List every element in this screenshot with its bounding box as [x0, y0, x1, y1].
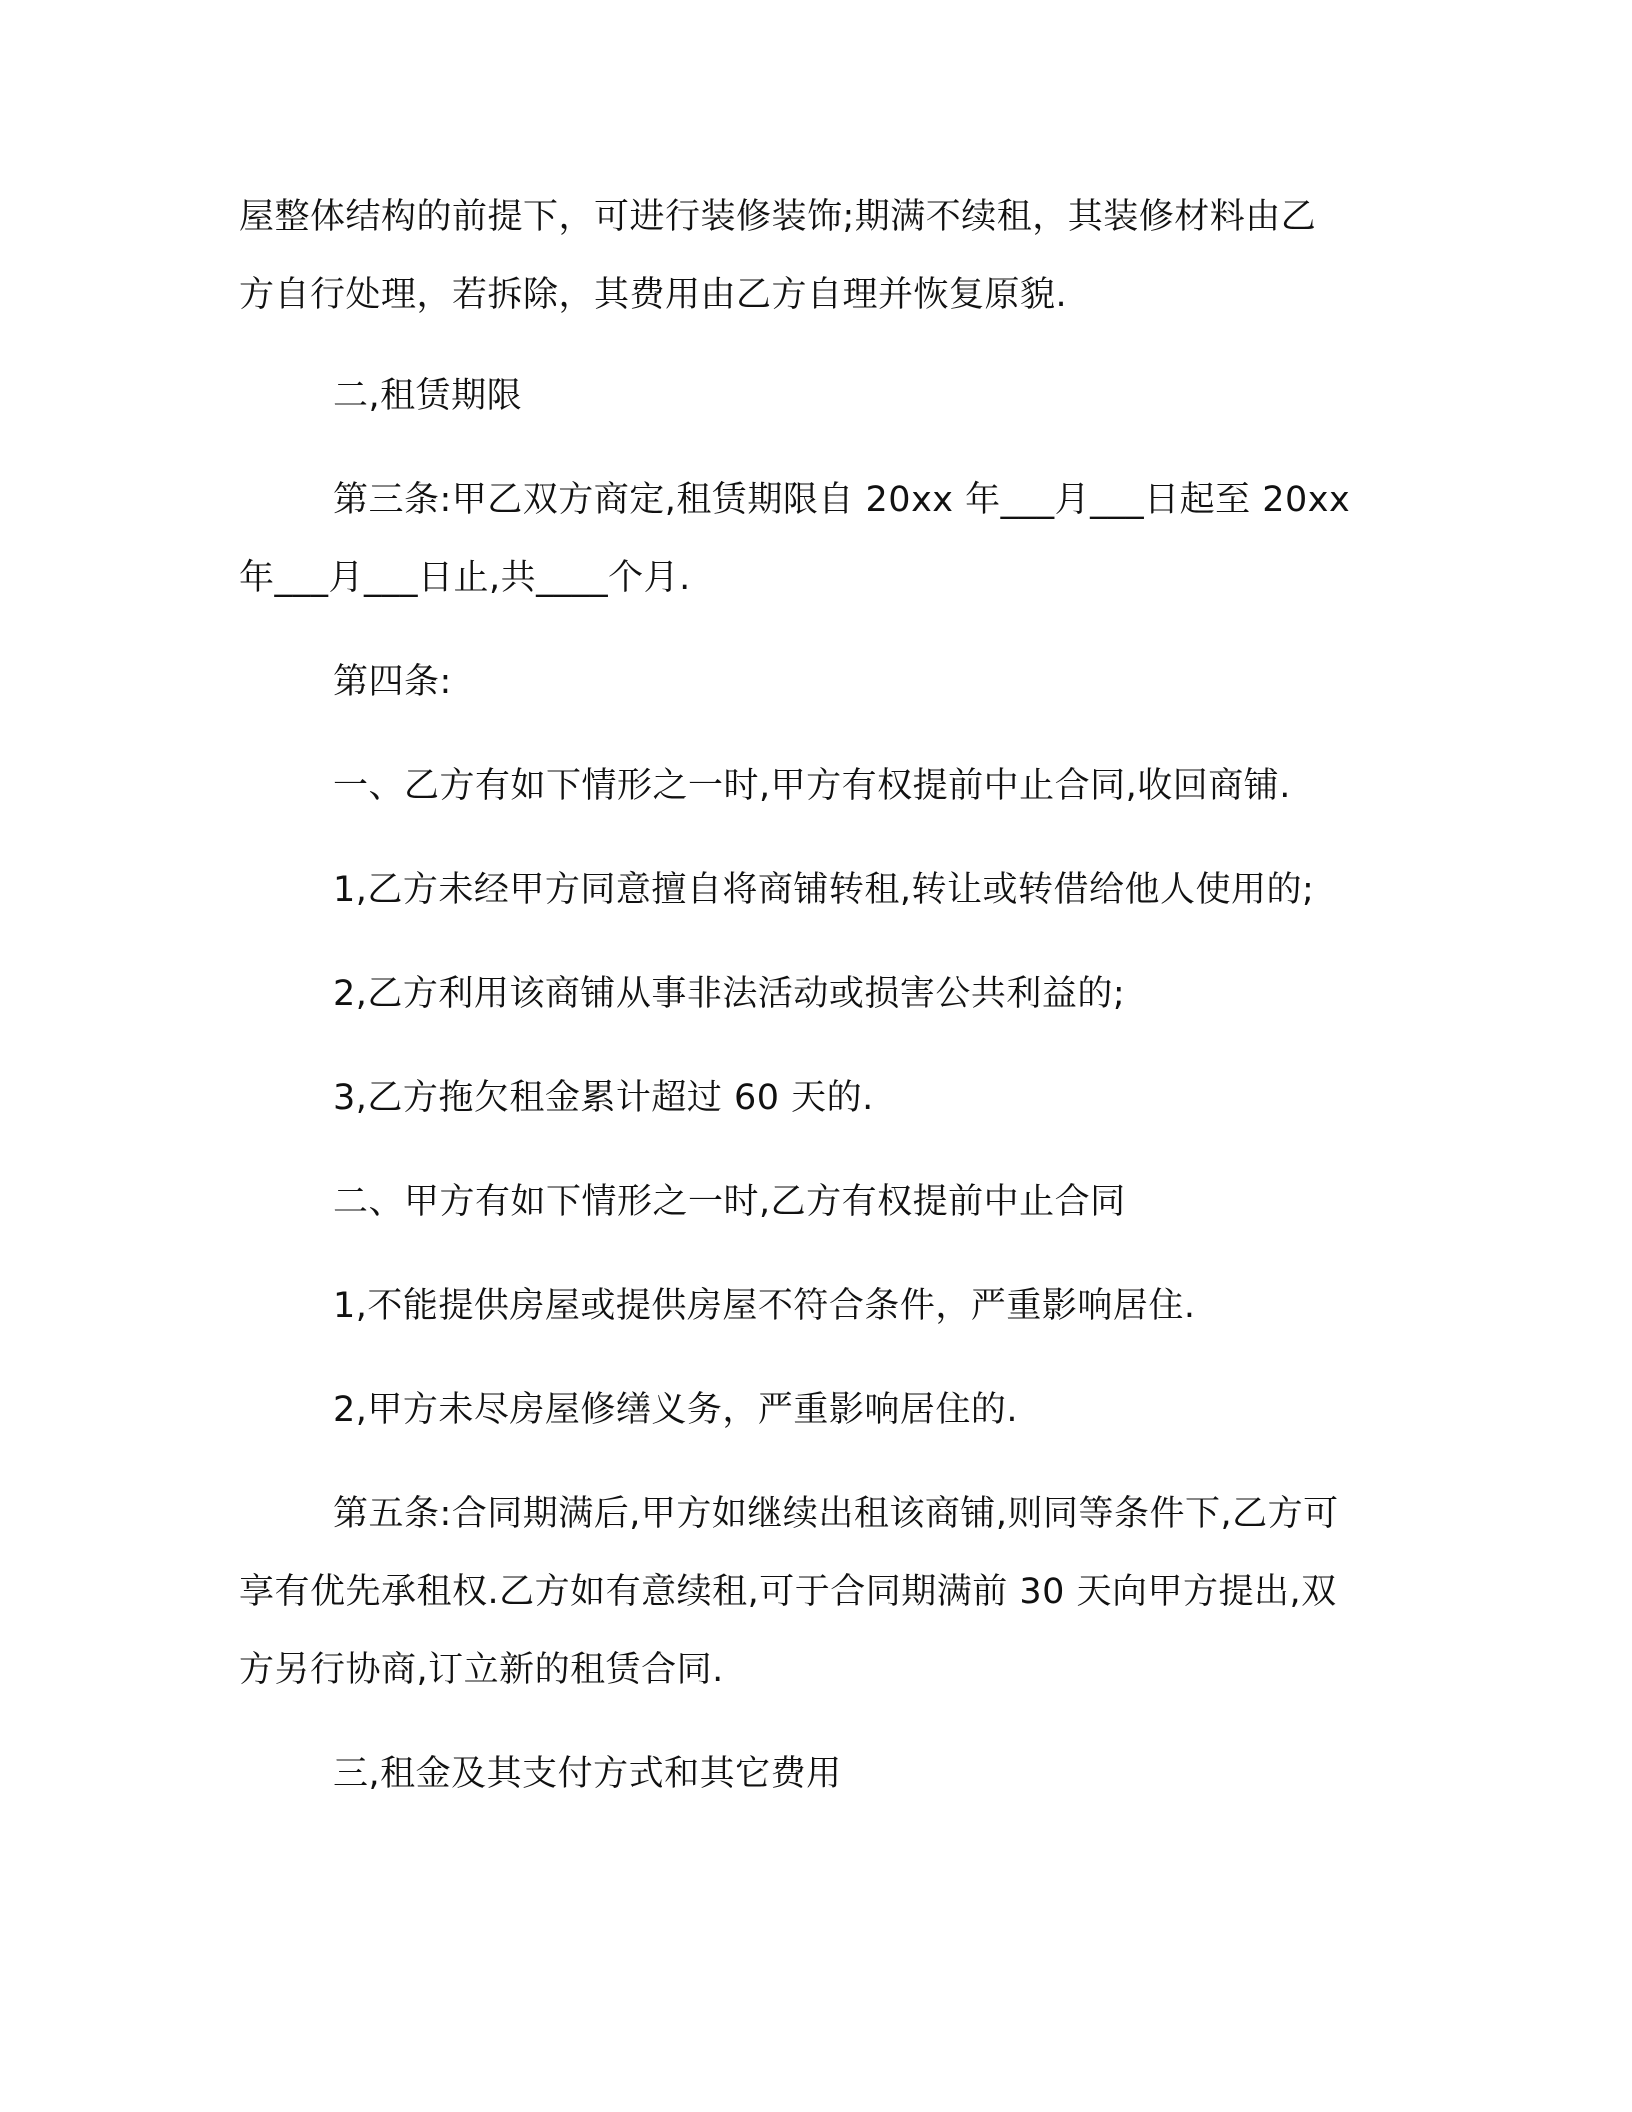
- text-line: 2,乙方利用该商铺从事非法活动或损害公共利益的;: [333, 974, 1126, 1014]
- text-line: 一、乙方有如下情形之一时,甲方有权提前中止合同,收回商铺.: [333, 766, 1291, 806]
- text-line: 屋整体结构的前提下，可进行装修装饰;期满不续租，其装修材料由乙: [239, 197, 1317, 237]
- text-line: 二、甲方有如下情形之一时,乙方有权提前中止合同: [333, 1182, 1126, 1222]
- text-line: 2,甲方未尽房屋修缮义务，严重影响居住的.: [333, 1390, 1019, 1430]
- text-line: 二,租赁期限: [333, 376, 523, 416]
- text-line: 第五条:合同期满后,甲方如继续出租该商铺,则同等条件下,乙方可: [333, 1494, 1339, 1534]
- text-line: 1,不能提供房屋或提供房屋不符合条件，严重影响居住.: [333, 1286, 1196, 1326]
- text-line: 三,租金及其支付方式和其它费用: [333, 1754, 842, 1794]
- text-line: 1,乙方未经甲方同意擅自将商铺转租,转让或转借给他人使用的;: [333, 870, 1315, 910]
- text-line: 享有优先承租权.乙方如有意续租,可于合同期满前 30 天向甲方提出,双: [239, 1572, 1337, 1612]
- text-line: 方自行处理，若拆除，其费用由乙方自理并恢复原貌.: [239, 275, 1068, 315]
- text-line: 3,乙方拖欠租金累计超过 60 天的.: [333, 1078, 874, 1118]
- text-line: 第四条:: [333, 662, 452, 702]
- text-line: 方另行协商,订立新的租赁合同.: [239, 1650, 724, 1690]
- text-line: 年___月___日止,共____个月.: [239, 558, 691, 598]
- text-line: 第三条:甲乙双方商定,租赁期限自 20xx 年___月___日起至 20xx: [333, 480, 1351, 520]
